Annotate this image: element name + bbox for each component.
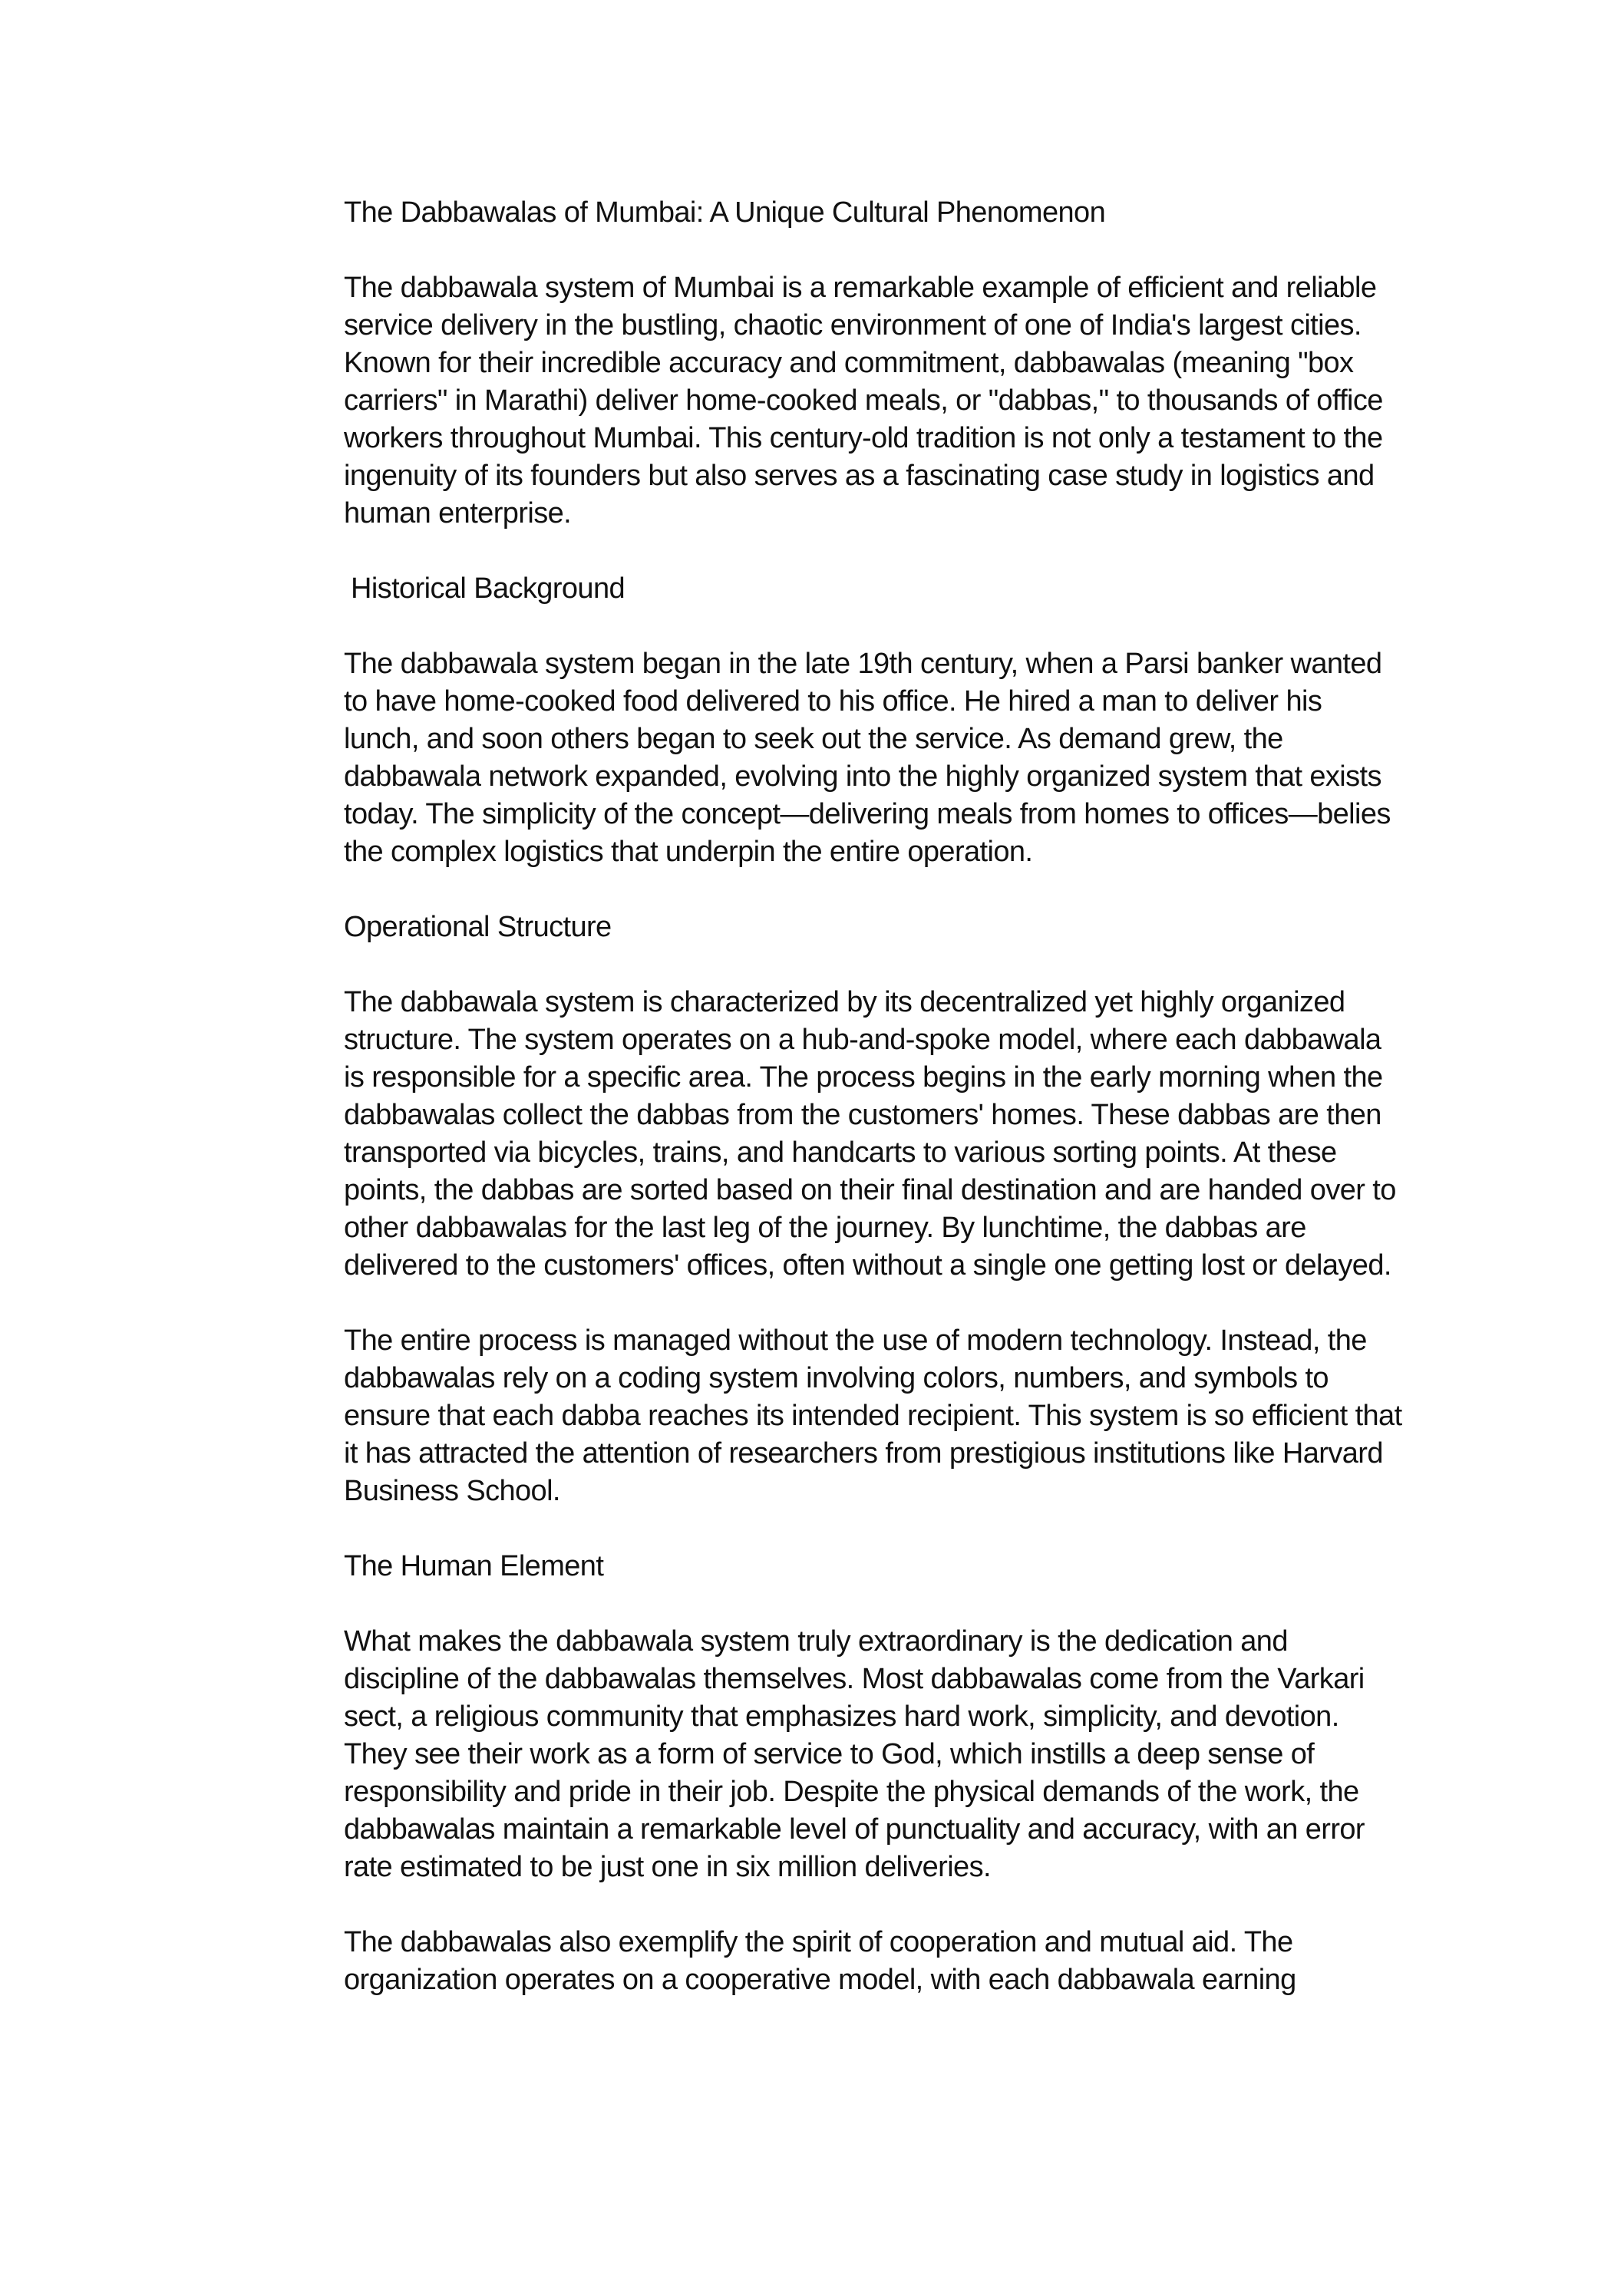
operational-structure-paragraph-2: The entire process is managed without the use of modern technology. Instead, the dabbawalas rely on a coding system involving colors, numbers, and symbols to ensure that each dabba reaches its intended recipient. This system is so efficient that it has attracted the attention of researchers from prestigious institutions like Harvard Business School. [344,1324,1402,1507]
document-title: The Dabbawalas of Mumbai: A Unique Cultural Phenomenon [344,196,1106,229]
section-heading-historical-background: Historical Background [351,572,626,605]
operational-structure-paragraph-1: The dabbawala system is characterized by its decentralized yet highly organized structure. The system operates on a hub-and-spoke model, where each dabbawala is responsible for a specific area. The process begins in the early morning when the dabbawalas collect the dabbas from the customers' homes. These dabbas are then transported via bicycles, trains, and handcarts to various sorting points. At these points, the dabbas are sorted based on their final destination and are handed over to other dabbawalas for the last leg of the journey. By lunchtime, the dabbas are delivered to the customers' offices, often without a single one getting lost or delayed. [344,986,1396,1282]
intro-paragraph: The dabbawala system of Mumbai is a remarkable example of efficient and reliable service delivery in the bustling, chaotic environment of one of India's largest cities. Known for their incredible accuracy and commitment, dabbawalas (meaning "box carriers" in Marathi) deliver home-cooked meals, or "dabbas," to thousands of office workers throughout Mumbai. This century-old tradition is not only a testament to the ingenuity of its founders but also serves as a fascinating case study in logistics and human enterprise. [344,272,1383,529]
human-element-paragraph-1: What makes the dabbawala system truly extraordinary is the dedication and discipline of the dabbawalas themselves. Most dabbawalas come from the Varkari sect, a religious community that emphasizes hard work, simplicity, and devotion. They see their work as a form of service to God, which instills a deep sense of responsibility and pride in their job. Despite the physical demands of the work, the dabbawalas maintain a remarkable level of punctuality and accuracy, with an error rate estimated to be just one in six million deliveries. [344,1625,1365,1883]
section-heading-human-element: The Human Element [344,1550,604,1582]
document-body [344,194,1403,2037]
historical-background-paragraph: The dabbawala system began in the late 19th century, when a Parsi banker wanted to have home-cooked food delivered to his office. He hired a man to deliver his lunch, and soon others began to seek out the service. As demand grew, the dabbawala network expanded, evolving into the highly organized system that exists today. The simplicity of the concept—delivering meals from homes to offices—belies the complex logistics that underpin the entire operation. [344,648,1391,868]
section-heading-operational-structure: Operational Structure [344,911,612,943]
human-element-paragraph-2: The dabbawalas also exemplify the spirit of cooperation and mutual aid. The organization operates on a cooperative model, with each dabbawala earning [344,1926,1296,1996]
